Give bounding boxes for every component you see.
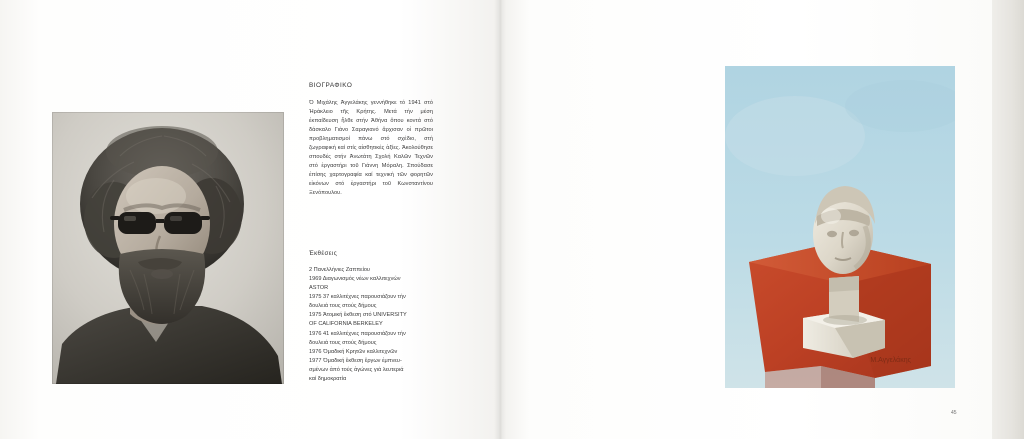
- right-page-outer-edge: [992, 0, 1024, 439]
- painting-signature: Μ.Αγγελάκης: [870, 357, 911, 364]
- list-item: σμένων ἀπό τούς ἀγώνες γιά λευτεριά: [309, 366, 404, 373]
- exhibitions-heading: Ἐκθέσεις: [309, 250, 338, 258]
- list-item: δουλειά τους στούς δήμους: [309, 303, 377, 310]
- list-item: 1976 Ὁμαδική Κρητῶν καλλιτεχνῶν: [309, 348, 398, 355]
- list-item: OF CALIFORNIA BERKELEY: [309, 321, 383, 328]
- biography-paragraph: Ὁ Μιχάλης Ἀγγελάκης γεννήθηκε τό 1941 στό Ἡράκλειο τῆς Κρήτης. Μετά τήν μέση ἐκπαίδευση ἦλθε στήν Ἀθήνα ὅπου κοντά στό δάσκαλο Γιάνο Σαραγιανό ἄρχισαν οἱ πρῶτοι προβληματισμοί πάνω στό σχέδιο, στή ζωγραφική καί στίς αἰσθητικές ἀξίες. Ἀκολούθησε σπουδές στήν Ἀνωτάτη Σχολή Καλῶν Τεχνῶν στό ἐργαστήρι τοῦ Γιάννη Μόραλη. Σπούδασε ἐπίσης χαρτογραφία καί τεχνική τῶν φορητῶν εἰκόνων στό ἐργαστήρι τοῦ Κωνσταντίνου Ξενόπουλου.: [309, 99, 433, 197]
- list-item: 1975 37 καλλιτέχνες παρουσιάζουν τήν: [309, 294, 406, 301]
- list-item: 1976 41 καλλιτέχνες παρουσιάζουν τήν: [309, 330, 406, 337]
- portrait-photograph-image: [52, 112, 284, 384]
- book-gutter: [494, 0, 506, 439]
- painting-image: [725, 66, 955, 388]
- list-item: καί δημοκρατία: [309, 375, 347, 382]
- list-item: 1977 Ὁμαδική ἔκθεση ἔργων ἐμπνευ-: [309, 357, 402, 364]
- list-item: 2 Πανελλήνιες Ζαππείου: [309, 267, 370, 274]
- exhibitions-list: [309, 266, 433, 384]
- list-item: 1969 Διαγωνισμός νέων καλλιτεχνών: [309, 276, 401, 283]
- biography-heading: ΒΙΟΓΡΑΦΙΚΟ: [309, 82, 353, 89]
- portrait-photograph: [52, 112, 284, 384]
- list-item: ASTOR: [309, 285, 329, 292]
- list-item: δουλειά τους στούς δήμους: [309, 339, 377, 346]
- page-folio-number: 45: [951, 410, 957, 416]
- biography-text-column: [309, 82, 433, 384]
- painting-reproduction: [725, 66, 955, 388]
- list-item: 1975 Ἀτομική ἔκθεση στό UNIVERSITY: [309, 312, 407, 319]
